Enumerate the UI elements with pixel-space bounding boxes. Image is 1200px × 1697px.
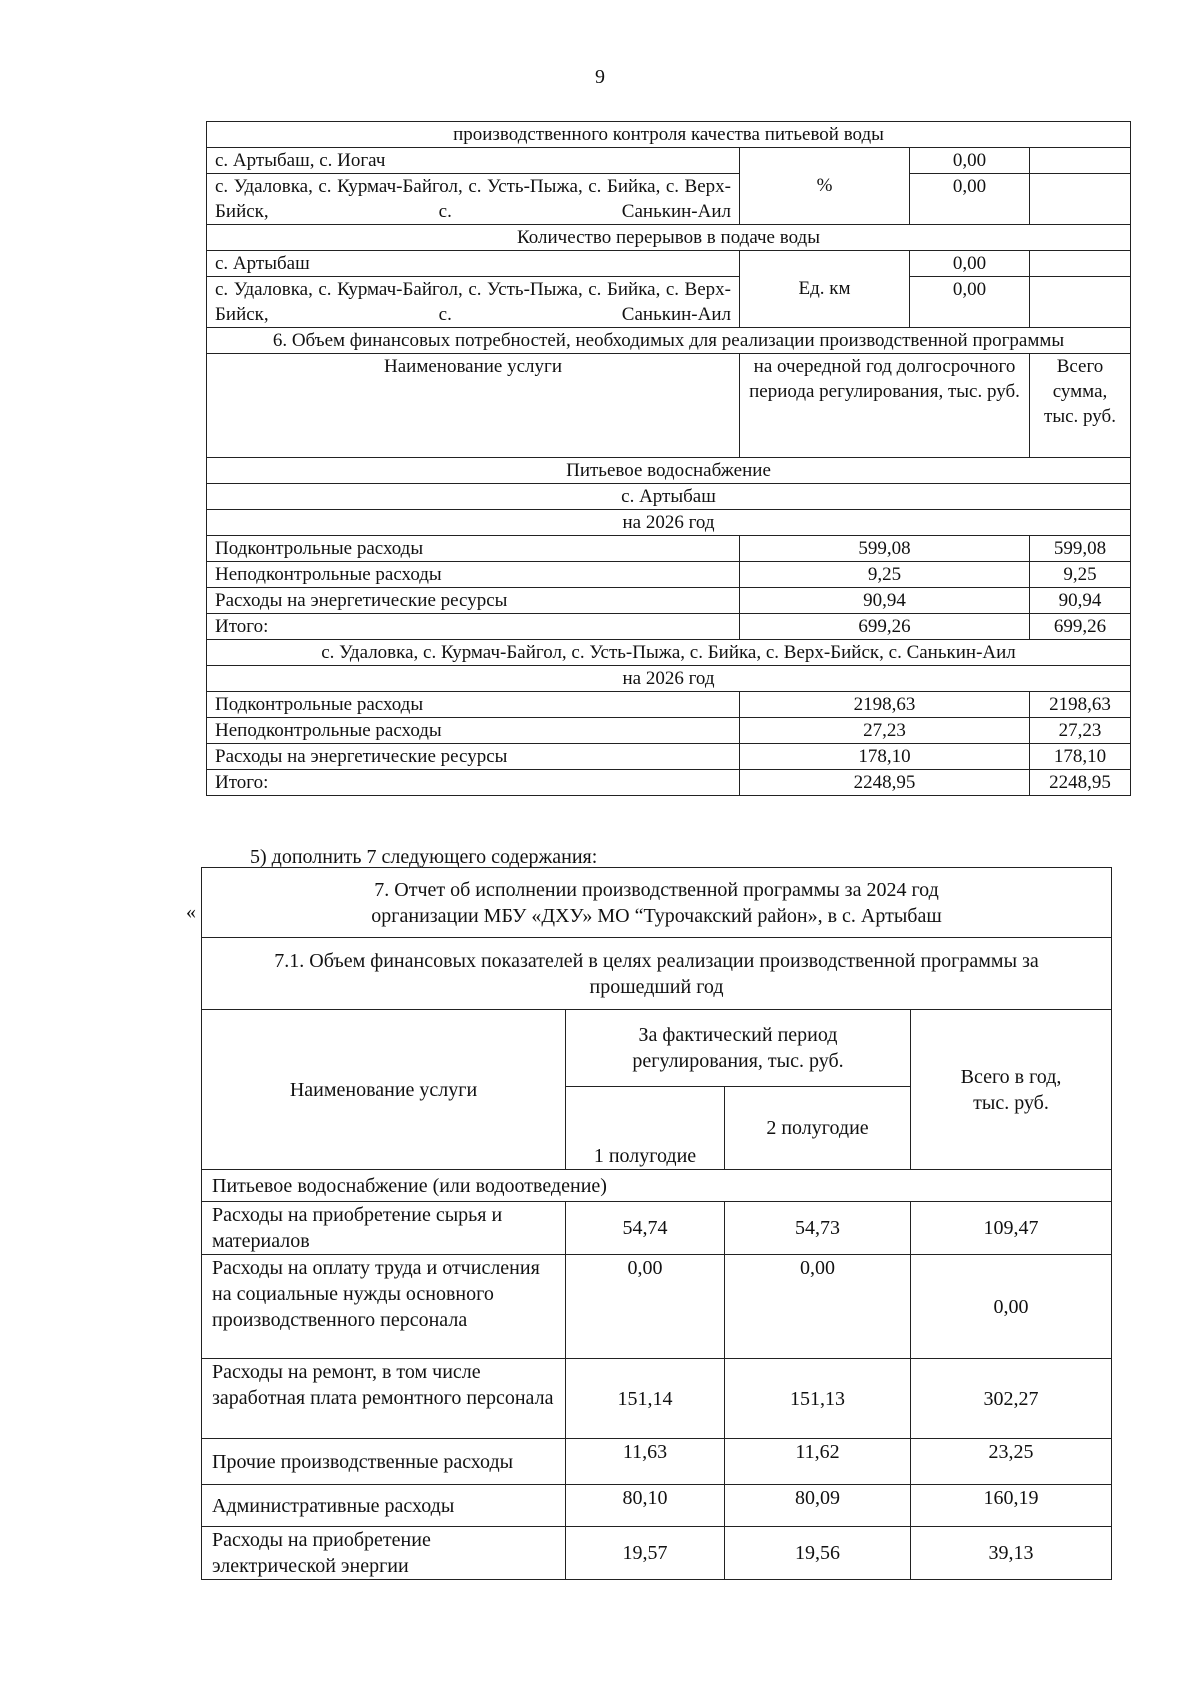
report-row-total: 23,25 — [911, 1439, 1112, 1485]
report-row-name: Прочие производственные расходы — [202, 1439, 566, 1485]
report-row-h1: 80,10 — [566, 1485, 725, 1527]
report-row-h1: 54,74 — [566, 1202, 725, 1255]
quality-control-title: производственного контроля качества питьевой воды — [207, 122, 1131, 148]
quality-row-name: с. Артыбаш, с. Иогач — [207, 148, 740, 174]
quality-row-value: 0,00 — [910, 148, 1030, 174]
row-value: 178,10 — [740, 744, 1030, 770]
row-value: 27,23 — [740, 718, 1030, 744]
table-row — [202, 1485, 1112, 1527]
report-table — [201, 867, 1112, 1580]
report-title — [202, 868, 1112, 938]
report-row-h1: 19,57 — [566, 1527, 725, 1580]
report-header-service: Наименование услуги — [202, 1010, 566, 1170]
year-title: на 2026 год — [207, 666, 1131, 692]
interruptions-unit: Ед. км — [740, 251, 910, 328]
report-subtitle: 7.1. Объем финансовых показателей в целях реализации производственной программы за прошедший год — [202, 938, 1112, 1010]
report-row-h2: 11,62 — [725, 1439, 911, 1485]
table-row — [207, 718, 1131, 744]
report-row-h2: 151,13 — [725, 1359, 911, 1439]
interruption-row-empty — [1030, 277, 1131, 328]
interruption-row-value: 0,00 — [910, 277, 1030, 328]
report-row-h2: 0,00 — [725, 1255, 911, 1359]
quality-row-empty — [1030, 174, 1131, 225]
row-total: 2248,95 — [1030, 770, 1131, 796]
row-name: Итого: — [207, 770, 740, 796]
service-group-title: Питьевое водоснабжение — [207, 458, 1131, 484]
row-name: Итого: — [207, 614, 740, 640]
row-total: 27,23 — [1030, 718, 1131, 744]
report-row-h2: 54,73 — [725, 1202, 911, 1255]
header-total: Всего сумма, тыс. руб. — [1030, 354, 1131, 458]
quality-unit: % — [740, 148, 910, 225]
row-name: Расходы на энергетические ресурсы — [207, 588, 740, 614]
report-row-total: 302,27 — [911, 1359, 1112, 1439]
report-row-total: 0,00 — [911, 1255, 1112, 1359]
interruption-row-empty — [1030, 251, 1131, 277]
report-header-period: За фактический период регулирования, тыс. руб. — [566, 1010, 911, 1087]
report-row-name: Расходы на приобретение электрической энергии — [202, 1527, 566, 1580]
report-row-h2: 19,56 — [725, 1527, 911, 1580]
interruption-row-name: с. Артыбаш — [207, 251, 740, 277]
row-value: 2248,95 — [740, 770, 1030, 796]
report-row-h1: 151,14 — [566, 1359, 725, 1439]
locality-title: с. Артыбаш — [207, 484, 1131, 510]
header-service: Наименование услуги — [207, 354, 740, 458]
production-program-table — [206, 121, 1131, 796]
report-row-total: 109,47 — [911, 1202, 1112, 1255]
quality-row-value: 0,00 — [910, 174, 1030, 225]
row-value: 699,26 — [740, 614, 1030, 640]
table-row — [202, 1439, 1112, 1485]
table-row — [202, 1359, 1112, 1439]
report-row-name: Расходы на ремонт, в том числе заработная плата ремонтного персонала — [202, 1359, 566, 1439]
row-total: 178,10 — [1030, 744, 1131, 770]
row-value: 2198,63 — [740, 692, 1030, 718]
report-row-h1: 0,00 — [566, 1255, 725, 1359]
table-row — [202, 1527, 1112, 1580]
table-row — [202, 1202, 1112, 1255]
row-name: Расходы на энергетические ресурсы — [207, 744, 740, 770]
row-total: 9,25 — [1030, 562, 1131, 588]
row-value: 9,25 — [740, 562, 1030, 588]
row-total: 599,08 — [1030, 536, 1131, 562]
report-row-h1: 11,63 — [566, 1439, 725, 1485]
row-value: 599,08 — [740, 536, 1030, 562]
report-section-title: Питьевое водоснабжение (или водоотведение) — [202, 1170, 1112, 1202]
report-title-line2: организации МБУ «ДХУ» МО “Турочакский район», в с. Артыбаш — [371, 904, 942, 927]
section6-title: 6. Объем финансовых потребностей, необходимых для реализации производственной программы — [207, 328, 1131, 354]
report-title-line1: 7. Отчет об исполнении производственной программы за 2024 год — [374, 878, 939, 901]
row-value: 90,94 — [740, 588, 1030, 614]
report-row-h2: 80,09 — [725, 1485, 911, 1527]
report-row-name: Расходы на приобретение сырья и материалов — [202, 1202, 566, 1255]
report-header-total: Всего в год, тыс. руб. — [911, 1010, 1112, 1170]
table-row — [207, 588, 1131, 614]
table-row — [207, 692, 1131, 718]
table-row — [207, 770, 1131, 796]
year-title: на 2026 год — [207, 510, 1131, 536]
row-total: 699,26 — [1030, 614, 1131, 640]
row-name: Неподконтрольные расходы — [207, 562, 740, 588]
report-row-name: Административные расходы — [202, 1485, 566, 1527]
quality-row-name: с. Удаловка, с. Курмач-Байгол, с. Усть-Пыжа, с. Бийка, с. Верх-Бийск, с. Санькин-Аил — [207, 174, 740, 225]
report-row-total: 160,19 — [911, 1485, 1112, 1527]
opening-quote-mark: « — [186, 901, 196, 923]
table-row — [207, 614, 1131, 640]
interruptions-title: Количество перерывов в подаче воды — [207, 225, 1131, 251]
table-row — [202, 1255, 1112, 1359]
report-header-h1: 1 полугодие — [566, 1087, 725, 1170]
header-next-year: на очередной год долгосрочного периода регулирования, тыс. руб. — [740, 354, 1030, 458]
report-row-name: Расходы на оплату труда и отчисления на социальные нужды основного производственного персонала — [202, 1255, 566, 1359]
report-row-total: 39,13 — [911, 1527, 1112, 1580]
table-row — [207, 744, 1131, 770]
locality-title: с. Удаловка, с. Курмач-Байгол, с. Усть-Пыжа, с. Бийка, с. Верх-Бийск, с. Санькин-Аил — [207, 640, 1131, 666]
amendment-note: 5) дополнить 7 следующего содержания: — [250, 846, 598, 868]
row-name: Неподконтрольные расходы — [207, 718, 740, 744]
row-total: 90,94 — [1030, 588, 1131, 614]
row-name: Подконтрольные расходы — [207, 692, 740, 718]
interruption-row-name: с. Удаловка, с. Курмач-Байгол, с. Усть-Пыжа, с. Бийка, с. Верх-Бийск, с. Санькин-Аил — [207, 277, 740, 328]
quality-row-empty — [1030, 148, 1131, 174]
page-number: 9 — [595, 66, 605, 88]
table-row — [207, 562, 1131, 588]
row-name: Подконтрольные расходы — [207, 536, 740, 562]
report-header-h2: 2 полугодие — [725, 1087, 911, 1170]
table-row — [207, 536, 1131, 562]
interruption-row-value: 0,00 — [910, 251, 1030, 277]
row-total: 2198,63 — [1030, 692, 1131, 718]
